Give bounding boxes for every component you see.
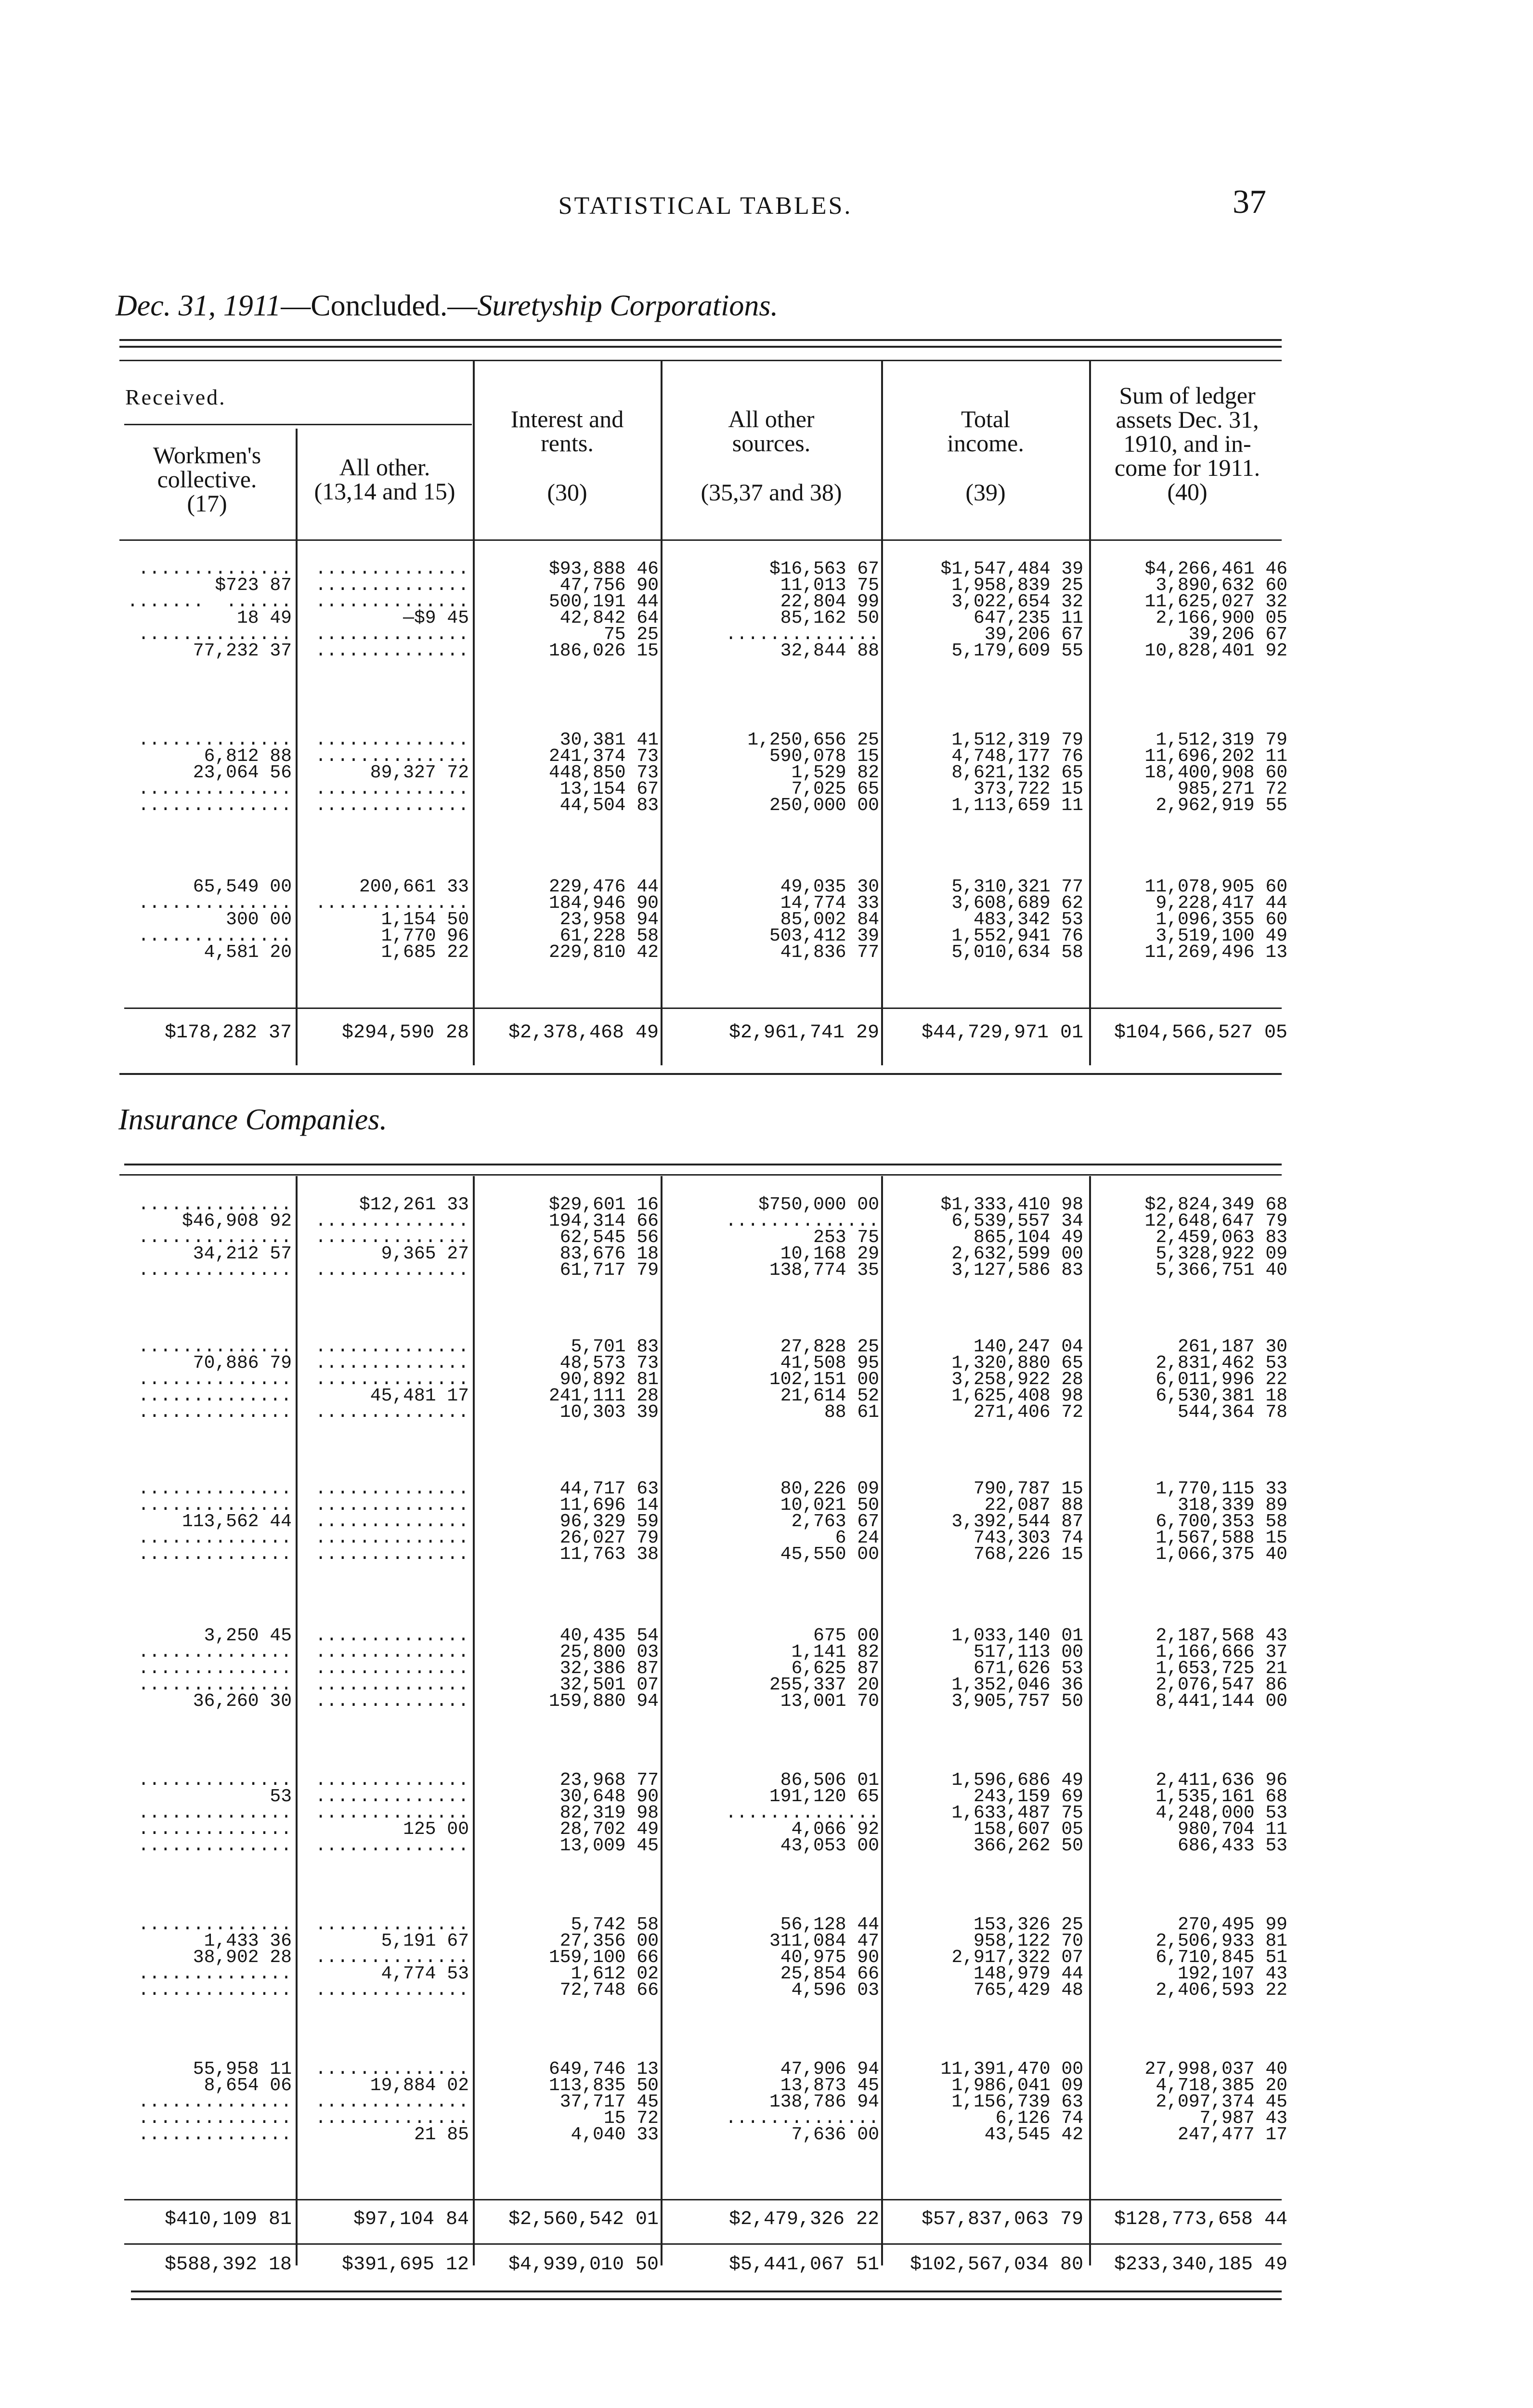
- column-divider: [296, 1176, 298, 2265]
- grand-total-interest: $4,939,010 50: [508, 2254, 659, 2276]
- insurance-ledger-group: 2,411,636 96 1,535,161 68 4,248,000 53 980,704 11 686,433 53: [1156, 1770, 1287, 1856]
- caption-title: Suretyship Corporations.: [477, 289, 778, 322]
- column-divider: [473, 1176, 475, 2265]
- suretyship-total-interest: $2,378,468 49: [508, 1022, 659, 1044]
- rule: [119, 1174, 1282, 1176]
- insurance-other-sources-group: 86,506 01 191,120 65 .............. 4,066 92 43,053 00: [725, 1770, 879, 1856]
- insurance-subtotal-interest: $2,560,542 01: [508, 2209, 659, 2230]
- suretyship-total-income-group: 5,310,321 77 3,608,689 62 483,342 53 1,552,941 76 5,010,634 58: [951, 877, 1083, 963]
- rule: [119, 360, 1282, 361]
- insurance-all-other-group: .............. .............. .............. .............. ..............: [315, 1479, 469, 1565]
- suretyship-workmen-group: .............. 6,812 88 23,064 56 .............. ..............: [138, 730, 292, 816]
- running-head: STATISTICAL TABLES.: [558, 192, 853, 220]
- insurance-ledger-group: $2,824,349 68 12,648,647 79 2,459,063 83 5,328,922 09 5,366,751 40: [1144, 1194, 1287, 1281]
- suretyship-other-sources-group: 49,035 30 14,774 33 85,002 84 503,412 39 41,836 77: [769, 877, 879, 963]
- column-divider: [661, 1176, 663, 2265]
- insurance-all-other-group: .............. .............. .............. 45,481 17 ..............: [315, 1336, 469, 1423]
- total-income-header: Total income. (39): [947, 406, 1024, 506]
- insurance-interest-group: 44,717 63 11,696 14 96,329 59 26,027 79 11,763 38: [559, 1479, 659, 1565]
- rule: [124, 2243, 1282, 2245]
- suretyship-other-sources-group: 1,250,656 25 590,078 15 1,529 82 7,025 65 250,000 00: [747, 730, 879, 816]
- ledger-assets-header: Sum of ledger assets Dec. 31, 1910, and in- come for 1911. (40): [1114, 382, 1260, 505]
- insurance-subtotal-income: $57,837,063 79: [921, 2209, 1083, 2230]
- insurance-workmen-group: 3,250 45 .............. .............. .............. 36,260 30: [138, 1625, 292, 1712]
- insurance-interest-group: 5,742 58 27,356 00 159,100 66 1,612 02 72,748 66: [548, 1914, 659, 2001]
- suretyship-interest-group: 30,381 41 241,374 73 448,850 73 13,154 67 44,504 83: [548, 730, 659, 816]
- suretyship-workmen-group: 65,549 00 .............. 300 00 .............. 4,581 20: [138, 877, 292, 963]
- insurance-total-income-group: 1,033,140 01 517,113 00 671,626 53 1,352,046 36 3,905,757 50: [951, 1625, 1083, 1712]
- suretyship-all-other-group: .............. .............. .............. —$9 45 .............. ..............: [315, 559, 469, 661]
- insurance-all-other-group: .............. 19,884 02 .............. .............. 21 85: [315, 2059, 469, 2145]
- insurance-interest-group: 649,746 13 113,835 50 37,717 45 15 72 4,040 33: [548, 2059, 659, 2145]
- workmens-collective-header: Workmen's collective. (17): [153, 442, 261, 517]
- rule: [119, 1073, 1282, 1075]
- insurance-caption: Insurance Companies.: [118, 1103, 387, 1136]
- rule: [119, 339, 1282, 341]
- insurance-subtotal-workmen: $410,109 81: [164, 2209, 292, 2230]
- rule: [131, 2290, 1282, 2292]
- insurance-total-income-group: 140,247 04 1,320,880 65 3,258,922 28 1,625,408 98 271,406 72: [951, 1336, 1083, 1423]
- insurance-ledger-group: 1,770,115 33 318,339 89 6,700,353 58 1,567,588 15 1,066,375 40: [1156, 1479, 1287, 1565]
- insurance-workmen-group: .............. 53 .............. .............. ..............: [138, 1770, 292, 1856]
- insurance-total-income-group: 790,787 15 22,087 88 3,392,544 87 743,303 74 768,226 15: [951, 1479, 1083, 1565]
- suretyship-total-ledger: $104,566,527 05: [1114, 1022, 1287, 1044]
- rule: [124, 424, 472, 425]
- insurance-subtotal-ledger: $128,773,658 44: [1114, 2209, 1287, 2230]
- suretyship-total-all-other: $294,590 28: [341, 1022, 469, 1044]
- suretyship-ledger-group: 1,512,319 79 11,696,202 11 18,400,908 60 985,271 72 2,962,919 55: [1144, 730, 1287, 816]
- insurance-other-sources-group: 47,906 94 13,873 45 138,786 94 .............. 7,636 00: [725, 2059, 879, 2145]
- suretyship-total-income: $44,729,971 01: [921, 1022, 1083, 1044]
- insurance-workmen-group: .............. .............. 113,562 44 .............. ..............: [138, 1479, 292, 1565]
- insurance-subtotal-all-other: $97,104 84: [353, 2209, 469, 2230]
- insurance-other-sources-group: 80,226 09 10,021 50 2,763 67 6 24 45,550 00: [780, 1479, 879, 1565]
- insurance-ledger-group: 2,187,568 43 1,166,666 37 1,653,725 21 2,076,547 86 8,441,144 00: [1156, 1625, 1287, 1712]
- rule: [119, 346, 1282, 348]
- rule: [124, 1008, 1282, 1009]
- insurance-interest-group: $29,601 16 194,314 66 62,545 56 83,676 18 61,717 79: [548, 1194, 659, 1281]
- column-divider: [881, 1176, 883, 2265]
- suretyship-workmen-group: .............. $723 87 ....... ...... 18 49 .............. 77,232 37: [127, 559, 292, 661]
- rule: [119, 539, 1282, 541]
- insurance-workmen-group: 55,958 11 8,654 06 .............. .............. ..............: [138, 2059, 292, 2145]
- interest-rents-header: Interest and rents. (30): [510, 406, 624, 506]
- rule: [131, 2298, 1282, 2300]
- insurance-other-sources-group: 675 00 1,141 82 6,625 87 255,337 20 13,001 70: [769, 1625, 879, 1712]
- insurance-other-sources-group: $750,000 00 .............. 253 75 10,168 29 138,774 35: [725, 1194, 879, 1281]
- suretyship-ledger-group: 11,078,905 60 9,228,417 44 1,096,355 60 3,519,100 49 11,269,496 13: [1144, 877, 1287, 963]
- suretyship-interest-group: 229,476 44 184,946 90 23,958 94 61,228 58 229,810 42: [548, 877, 659, 963]
- caption-concluded: —Concluded.—: [281, 289, 478, 322]
- insurance-workmen-group: .............. 70,886 79 .............. .............. ..............: [138, 1336, 292, 1423]
- insurance-total-income-group: 153,326 25 958,122 70 2,917,322 07 148,979 44 765,429 48: [951, 1914, 1083, 2001]
- suretyship-ledger-group: $4,266,461 46 3,890,632 60 11,625,027 32 2,166,900 05 39,206 67 10,828,401 92: [1144, 559, 1287, 661]
- other-sources-header: All other sources. (35,37 and 38): [701, 406, 842, 506]
- all-other-header: All other. (13,14 and 15): [314, 454, 455, 505]
- grand-total-ledger: $233,340,185 49: [1114, 2254, 1287, 2276]
- insurance-other-sources-group: 27,828 25 41,508 95 102,151 00 21,614 52 88 61: [769, 1336, 879, 1423]
- suretyship-all-other-group: .............. .............. 89,327 72 .............. ..............: [315, 730, 469, 816]
- page-number: 37: [1233, 183, 1266, 221]
- insurance-ledger-group: 270,495 99 2,506,933 81 6,710,845 51 192,107 43 2,406,593 22: [1156, 1914, 1287, 2001]
- insurance-all-other-group: .............. .............. .............. .............. ..............: [315, 1625, 469, 1712]
- insurance-interest-group: 5,701 83 48,573 73 90,892 81 241,111 28 10,303 39: [548, 1336, 659, 1423]
- grand-total-other-sources: $5,441,067 51: [728, 2254, 879, 2276]
- suretyship-total-income-group: $1,547,484 39 1,958,839 25 3,022,654 32 647,235 11 39,206 67 5,179,609 55: [940, 559, 1083, 661]
- rule: [124, 1164, 1282, 1165]
- received-header: Received.: [125, 385, 226, 409]
- insurance-interest-group: 40,435 54 25,800 03 32,386 87 32,501 07 159,880 94: [548, 1625, 659, 1712]
- suretyship-total-income-group: 1,512,319 79 4,748,177 76 8,621,132 65 373,722 15 1,113,659 11: [951, 730, 1083, 816]
- suretyship-total-other-sources: $2,961,741 29: [728, 1022, 879, 1044]
- suretyship-other-sources-group: $16,563 67 11,013 75 22,804 99 85,162 50 .............. 32,844 88: [725, 559, 879, 661]
- caption-date: Dec. 31, 1911: [116, 289, 281, 322]
- suretyship-all-other-group: 200,661 33 .............. 1,154 50 1,770 96 1,685 22: [315, 877, 469, 963]
- insurance-total-income-group: 1,596,686 49 243,159 69 1,633,487 75 158,607 05 366,262 50: [951, 1770, 1083, 1856]
- suretyship-total-workmen: $178,282 37: [164, 1022, 292, 1044]
- insurance-ledger-group: 261,187 30 2,831,462 53 6,011,996 22 6,530,381 18 544,364 78: [1156, 1336, 1287, 1423]
- suretyship-interest-group: $93,888 46 47,756 90 500,191 44 42,842 64 75 25 186,026 15: [548, 559, 659, 661]
- insurance-interest-group: 23,968 77 30,648 90 82,319 98 28,702 49 13,009 45: [559, 1770, 659, 1856]
- insurance-workmen-group: .............. 1,433 36 38,902 28 .............. ..............: [138, 1914, 292, 2001]
- insurance-all-other-group: .............. .............. .............. 125 00 ..............: [315, 1770, 469, 1856]
- insurance-all-other-group: $12,261 33 .............. .............. 9,365 27 ..............: [315, 1194, 469, 1281]
- column-divider: [296, 429, 298, 1065]
- suretyship-caption: [116, 289, 778, 323]
- column-divider: [1089, 1176, 1091, 2265]
- insurance-all-other-group: .............. 5,191 67 .............. 4,774 53 ..............: [315, 1914, 469, 2001]
- insurance-workmen-group: .............. $46,908 92 .............. 34,212 57 ..............: [138, 1194, 292, 1281]
- insurance-ledger-group: 27,998,037 40 4,718,385 20 2,097,374 45 7,987 43 247,477 17: [1144, 2059, 1287, 2145]
- rule: [124, 2199, 1282, 2200]
- grand-total-all-other: $391,695 12: [341, 2254, 469, 2276]
- grand-total-income: $102,567,034 80: [909, 2254, 1083, 2276]
- insurance-total-income-group: 11,391,470 00 1,986,041 09 1,156,739 63 6,126 74 43,545 42: [940, 2059, 1083, 2145]
- insurance-total-income-group: $1,333,410 98 6,539,557 34 865,104 49 2,632,599 00 3,127,586 83: [940, 1194, 1083, 1281]
- grand-total-workmen: $588,392 18: [164, 2254, 292, 2276]
- insurance-subtotal-other-sources: $2,479,326 22: [728, 2209, 879, 2230]
- insurance-other-sources-group: 56,128 44 311,084 47 40,975 90 25,854 66 4,596 03: [769, 1914, 879, 2001]
